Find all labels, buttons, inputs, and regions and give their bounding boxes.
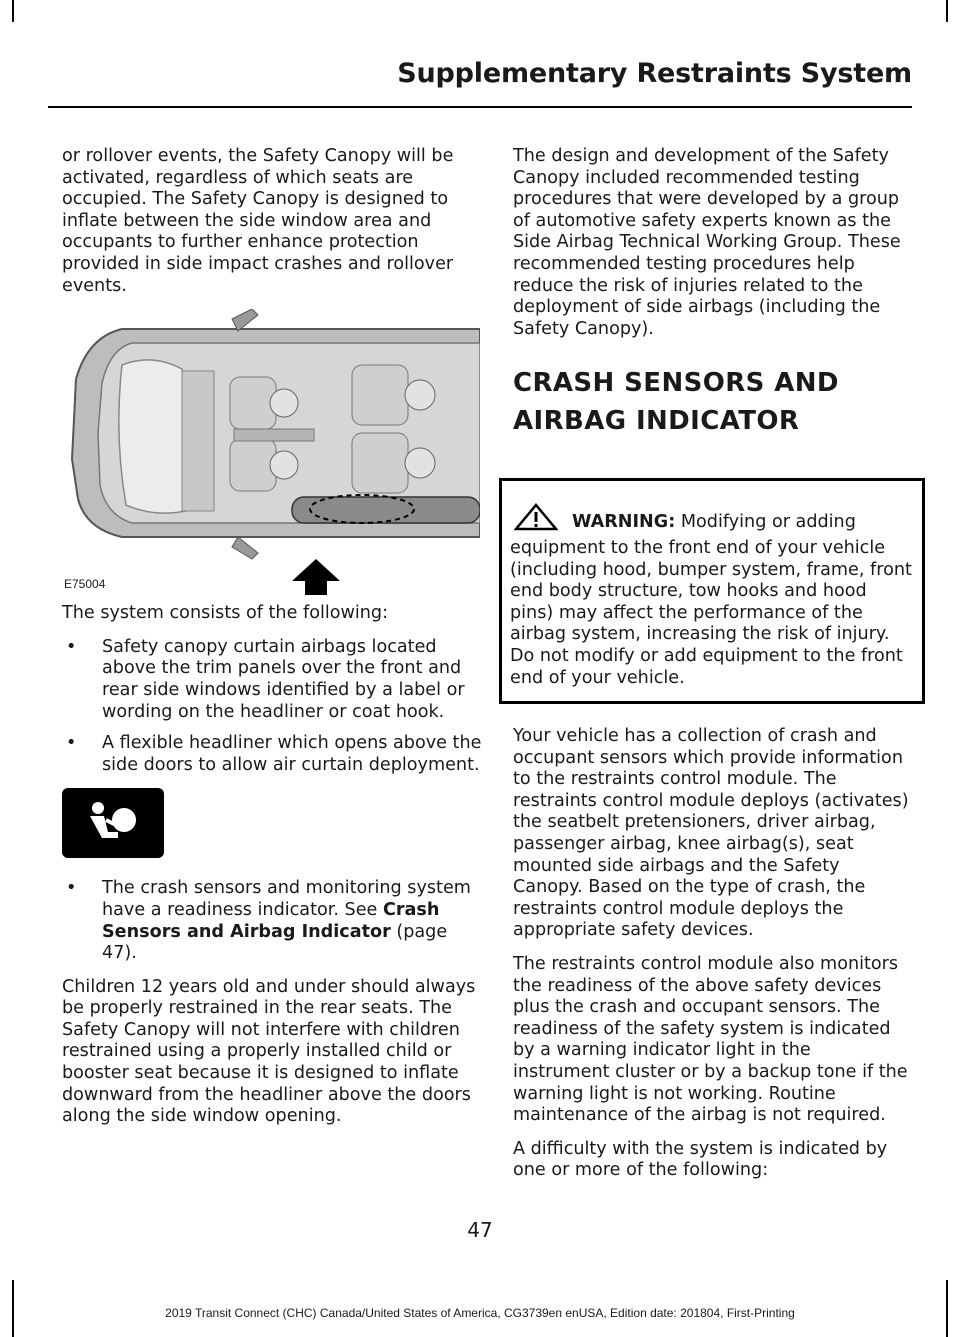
sensors-paragraph: Your vehicle has a collection of crash and occupant sensors which provide information to the restraints control module. The restraints control module deploys (activates) the seatbelt pretensioners, driver airbag, passenger airbag, knee airbag(s), seat mounted side airbags and the Safety Canopy. Based on the type of crash, the restraints control module deploys the appropriate safety devices. (513, 726, 909, 941)
page-reference: (page 47). (102, 921, 448, 964)
indicator-bullet-list (62, 878, 482, 964)
airbag-indicator-icon (62, 788, 164, 858)
intro-paragraph: or rollover events, the Safety Canopy will be activated, regardless of which seats are occupied. The Safety Canopy is designed to inflate between the side window area and occupants to further enhance protection provided in side impact crashes and rollover events. (62, 146, 454, 296)
children-paragraph: Children 12 years old and under should always be properly restrained in the rear seats. The Safety Canopy will not interfere with children restrained using a properly installed child or booster seat because it is designed to inflate downward from the headliner above the doors along the side window opening. (62, 976, 476, 1127)
crop-mark (12, 0, 14, 22)
list-item (62, 878, 482, 964)
warning-triangle-icon (514, 503, 558, 538)
heading-line-2: AIRBAG INDICATOR (513, 406, 800, 437)
page-number: 47 (467, 1218, 493, 1242)
right-column (510, 146, 912, 1194)
header-rule (48, 106, 912, 108)
warning-label: WARNING: (572, 512, 676, 533)
section-heading (513, 364, 911, 440)
bullet-text: The crash sensors and monitoring system have a readiness indicator. See (102, 878, 471, 920)
warning-text: Modifying or adding equipment to the front end of your vehicle (including hood, bumper system, frame, front end body structure, tow hooks and hood pins) may affect the performance of the airbag system, increasing the risk of injury. Do not modify or add equipment to the front end of your vehicle. (510, 512, 912, 688)
readiness-paragraph: The restraints control module also monitors the readiness of the above safety devices plus the crash and occupant sensors. The readiness of the safety system is indicated by a warning indicator light in the instrument cluster or by a backup tone if the warning light is not working. Routine maintenance of the airbag is not required. (513, 954, 908, 1126)
system-intro: The system consists of the following: (62, 603, 389, 624)
footer-text: 2019 Transit Connect (CHC) Canada/United States of America, CG3739en enUSA, Edition date: 201804, First-Printing (165, 1306, 795, 1320)
list-item: • A flexible headliner which opens above the side doors to allow air curtain deployment. (62, 733, 482, 776)
page-title: Supplementary Restraints System (397, 58, 912, 89)
figure-code: E75004 (64, 576, 106, 591)
difficulty-paragraph: A difficulty with the system is indicated by one or more of the following: (513, 1138, 888, 1181)
crop-mark (946, 0, 948, 22)
warning-box (499, 478, 925, 704)
cross-reference-link[interactable]: Crash Sensors and Airbag Indicator (102, 899, 440, 942)
heading-line-1: CRASH SENSORS AND (513, 368, 839, 399)
vehicle-figure (62, 309, 480, 595)
system-bullet-list (62, 637, 482, 777)
safety-canopy-illustration (62, 309, 480, 595)
list-item: • Safety canopy curtain airbags located above the trim panels over the front and rear side windows identified by a label or wording on the headliner or coat hook. (62, 637, 482, 723)
left-column (62, 146, 482, 1140)
design-paragraph: The design and development of the Safety Canopy included recommended testing procedures that were developed by a group of automotive safety experts known as the Side Airbag Technical Working Group. These recommended testing procedures help reduce the risk of injuries related to the deployment of side airbags (including the Safety Canopy). (513, 146, 901, 339)
